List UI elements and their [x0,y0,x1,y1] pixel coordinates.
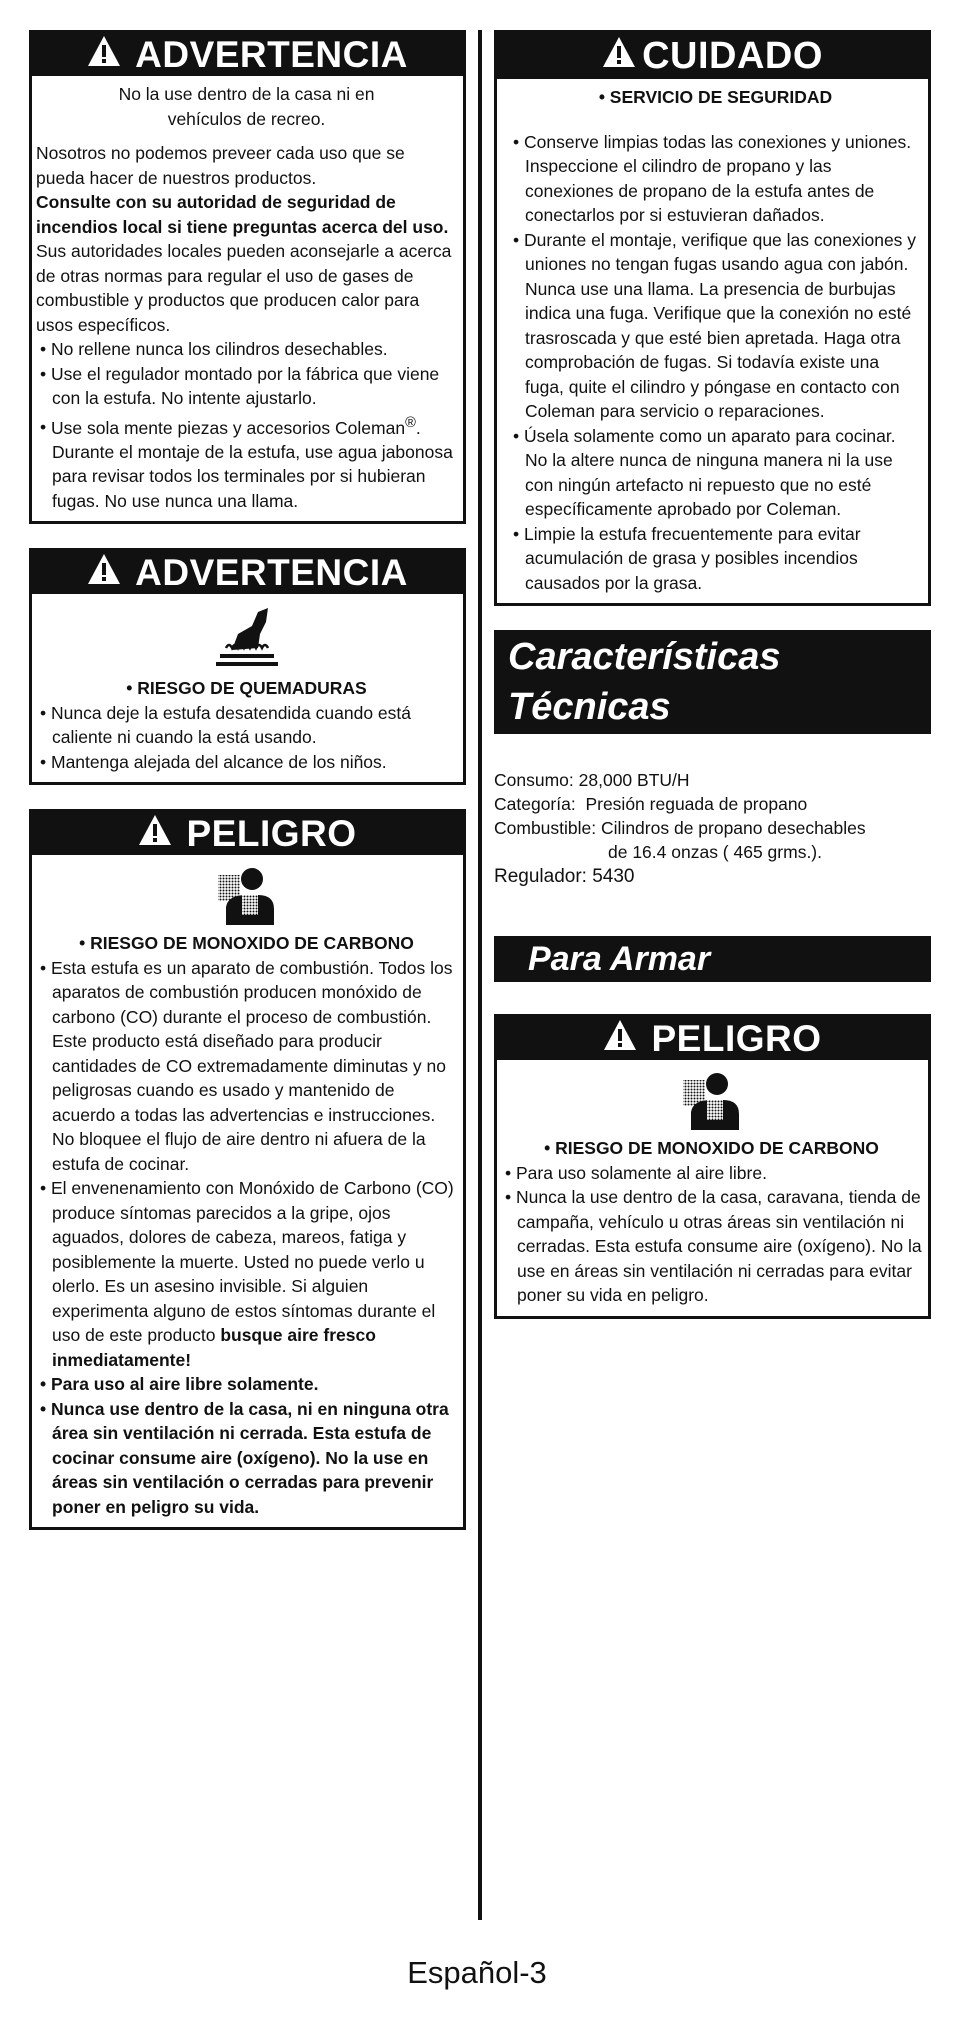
spec-value: Cilindros de propano desechables [601,818,866,838]
danger-header [497,1017,928,1060]
right-column [494,30,931,1343]
warning-bullet-list [36,701,457,775]
warning-triangle-icon [602,35,636,78]
warning-header [32,551,463,594]
warning-box-2 [29,548,466,785]
danger-header [32,812,463,855]
page-number: Español-3 [407,1955,547,1990]
warning-triangle-icon [87,34,121,76]
warning-triangle-icon [87,552,121,594]
danger-bullet-list [36,956,457,1520]
specs-title-line: Técnicas [508,686,671,728]
warning-paragraph-bold: Consulte con su autoridad de seguridad de incendios local si tiene preguntas acerca del uso. [36,192,449,237]
danger-bullet: • Esta estufa es un aparato de combustión. Todos los aparatos de combustión producen monóxido de carbono (CO) durante el proceso de combustión. Este producto está diseñado para producir cantidades de CO extremadamente diminutas y no peligrosas cuando es usado y mantenido de acuerdo a todas las advertencias e instrucciones. No bloquee el flujo de aire dentro ni afuera de la estufa de cocinar. [36,956,457,1177]
co-hazard-icon [501,1070,922,1130]
danger-bullet-list [501,1161,922,1308]
column-divider [478,30,482,1920]
warning-triangle-icon [138,813,172,855]
hazard-heading: • RIESGO DE QUEMADURAS [126,678,367,699]
spec-label: Consumo: [494,770,574,790]
danger-bullet [36,1176,457,1372]
warning-paragraph: Nosotros no podemos preveer cada uso que se pueda hacer de nuestros productos. [36,143,405,188]
registered-mark: ® [405,414,416,431]
danger-bullet: • Para uso al aire libre solamente. [36,1372,457,1397]
co-hazard-icon [36,865,457,925]
caution-bullet-list [509,130,922,596]
danger-box-2 [494,1014,931,1319]
hazard-heading: • RIESGO DE MONOXIDO DE CARBONO [544,1138,879,1158]
bullet-text-bold: busque aire fresco inmediatamente! [52,1325,376,1370]
warning-bullet: • No rellene nunca los cilindros desechables. [36,337,457,362]
spec-label: Combustible: [494,818,597,838]
left-column [29,30,466,1554]
danger-title: PELIGRO [186,812,357,854]
warning-intro-line1: No la use dentro de la casa ni en [118,84,375,104]
specs-list [494,768,931,890]
warning-bullet: • Mantenga alejada del alcance de los niños. [36,750,457,775]
bullet-text: . Durante el montaje de la estufa, use agua jabonosa para revisar todos los terminales por si hubieran fugas. No use nunca una llama. [52,417,453,511]
spec-value: de 16.4 onzas ( 465 grms.). [608,842,822,862]
warning-bullet [36,411,457,514]
warning-paragraph: Sus autoridades locales pueden aconsejarle a acerca de otras normas para regular el uso de gases de combustible y productos que producen calor para usos específicos. [36,241,452,335]
spec-regulator: Regulador: 5430 [494,866,635,887]
warning-bullet: • Use el regulador montado por la fábrica que viene con la estufa. No intente ajustarlo. [36,362,457,411]
danger-bullet: • Nunca use dentro de la casa, ni en ninguna otra área sin ventilación ni cerrada. Esta estufa de cocinar consume aire (oxígeno). No la use en áreas sin ventilación o cerradas para prevenir poner en peligro su vida. [36,1397,457,1520]
bullet-text: Use sola mente piezas y accesorios Coleman [51,417,406,438]
burn-hazard-icon [36,604,457,670]
caution-heading: • SERVICIO DE SEGURIDAD [598,87,833,107]
caution-bullet: • Conserve limpias todas las conexiones y uniones. Inspeccione el cilindro de propano y las conexiones de propano de la estufa antes de conectarlos por si estuvieran dañados. [509,130,922,228]
danger-bullet: • Nunca la use dentro de la casa, caravana, tienda de campaña, vehículo u otras áreas sin ventilación ni cerradas. Esta estufa consume aire (oxígeno). No la use en áreas sin ventilación ni cerradas para evitar poner su vida en peligro. [501,1185,922,1308]
danger-bullet: • Para uso solamente al aire libre. [501,1161,922,1186]
warning-intro-line2: vehículos de recreo. [167,108,326,129]
spec-label: Categoría: [494,794,576,814]
spec-value: 28,000 BTU/H [578,770,690,790]
specs-title [494,630,931,734]
caution-title: CUIDADO [642,34,823,77]
warning-triangle-icon [603,1018,637,1060]
warning-title: ADVERTENCIA [135,551,408,593]
danger-box-1 [29,809,466,1530]
caution-bullet: • Úsela solamente como un aparato para cocinar. No la altere nunca de ninguna manera ni la use con ningún artefacto ni repuesto que no esté específicamente aprobado por Coleman. [509,424,922,522]
caution-bullet: • Durante el montaje, verifique que las conexiones y uniones no tengan fugas usando agua con jabón. Nunca use una llama. La presencia de burbujas indica una fuga. Verifique que la conexión no esté trasroscada y que esté bien apretada. Haga otra comprobación de fugas. Si todavía existe una fuga, quite el cilindro y póngase en contacto con Coleman para servicio o reparaciones. [509,228,922,424]
warning-title: ADVERTENCIA [135,33,408,75]
assembly-title: Para Armar [494,936,931,982]
caution-header [497,33,928,79]
warning-bullet: • Nunca deje la estufa desatendida cuando está caliente ni cuando la está usando. [36,701,457,750]
warning-header [32,33,463,76]
specs-title-line: Características [508,636,781,678]
warning-box-1 [29,30,466,524]
caution-bullet: • Limpie la estufa frecuentemente para evitar acumulación de grasa y posibles incendios causados por la grasa. [509,522,922,596]
warning-bullet-list [36,337,457,513]
caution-box [494,30,931,606]
spec-value: Presión reguada de propano [585,794,808,814]
danger-title: PELIGRO [651,1017,822,1059]
bullet-text: El envenenamiento con Monóxido de Carbono (CO) produce síntomas parecidos a la gripe, ojos aguados, dolores de cabeza, mareos, fatiga y posiblemente la muerte. Usted no puede verlo u olerlo. Es un asesino invisible. Si alguien experimenta alguno de estos síntomas durante el uso de este producto [51,1178,454,1346]
hazard-heading: • RIESGO DE MONOXIDO DE CARBONO [79,933,414,954]
